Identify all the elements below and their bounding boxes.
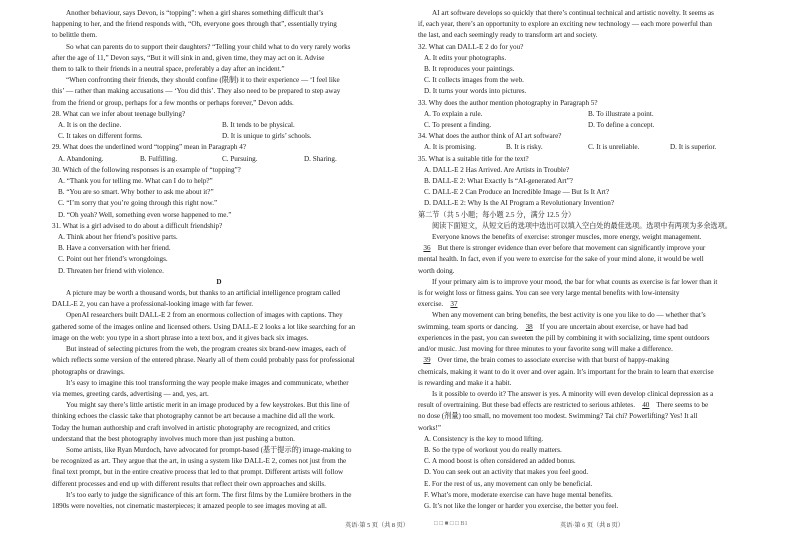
option: C. It is unreliable. <box>588 143 640 152</box>
left-column <box>52 8 386 512</box>
text-line: and/or music. Just moving for three minutes to your favorite song will make a difference. <box>418 345 673 354</box>
text-line: 30. Which of the following responses is an example of “topping”? <box>52 165 241 174</box>
text-line: B. DALL-E 2: What Exactly Is “AI-generated Art”? <box>424 177 573 186</box>
answer-blank: 37 <box>450 300 458 309</box>
text-line: C. “I’m sorry that you’re going through this right now.” <box>58 199 218 208</box>
option: A. It is on the decline. <box>58 121 122 130</box>
text-segment: Over time, the brain comes to associate exercise with that burst of happy-making <box>436 356 670 365</box>
text-line: A. Consistency is the key to mood lifting. <box>424 434 544 443</box>
option: B. It tends to be physical. <box>222 121 295 130</box>
text-line: worth doing. <box>418 266 455 275</box>
text-line: “When confronting their friends, they should confine (限制) it to their experience — ‘I feel like <box>66 76 340 85</box>
text-line: 29. What does the underlined word “topping” mean in Paragraph 4? <box>52 143 246 152</box>
option: D. It is unique to girls’ schools. <box>222 132 312 141</box>
text-line: It’s easy to imagine this tool transforming the way people make images and communicate, whether <box>66 378 349 387</box>
text-line: A picture may be worth a thousand words, but thanks to an artificial intelligence program called <box>66 289 341 298</box>
text-line: D. It turns your words into pictures. <box>424 87 527 96</box>
text-line <box>52 131 386 142</box>
text-line: Everyone knows the benefits of exercise: stronger muscles, more energy, weight management. <box>432 233 702 242</box>
option: B. It is risky. <box>506 143 543 152</box>
answer-blank: 38 <box>525 322 533 331</box>
text-line: 33. Why does the author mention photography in Paragraph 5? <box>418 98 598 107</box>
text-line: It’s too early to judge the significance of this art form. The first films by the Lumière brothers in the <box>66 490 352 499</box>
text-line <box>418 120 752 131</box>
option: C. Pursuing. <box>222 154 258 163</box>
option: A. Abandoning. <box>58 154 104 163</box>
text-line: thinking echoes the classic take that photography cannot be art because a machine did all the work. <box>52 412 335 421</box>
text-line: from the friend or group, perhaps for a few months or perhaps forever,” Devon adds. <box>52 98 294 107</box>
text-line: image on the web: you type in a short phrase into a text box, and it gives back six images. <box>52 333 309 342</box>
text-line: You might say there’s little artistic merit in an image produced by a few keystrokes. But this line of <box>66 401 350 410</box>
text-line: this’ — rather than making accusations — ‘You did this’. They also need to be prepared to step away <box>52 87 341 96</box>
page-footer-left: 英语·第 5 页（共 8 页） <box>345 522 409 529</box>
text-line: C. Point out her friend’s wrongdoings. <box>58 255 168 264</box>
right-column <box>418 8 752 512</box>
text-line: gathered some of the images online and licensed others. Using DALL-E 2 looks a lot like searching for an <box>52 322 356 331</box>
text-line: So what can parents do to support their daughters? “Telling your child what to do very rarely works <box>66 42 351 51</box>
text-line: But instead of selecting pictures from the web, the program creates six brand-new images, each of <box>66 345 347 354</box>
option: A. To explain a rule. <box>424 109 483 118</box>
text-line: D. You can seek out an activity that makes you feel good. <box>424 468 589 477</box>
text-segment: swimming, team sports or dancing. <box>418 322 521 331</box>
text-line: E. For the rest of us, any movement can only be beneficial. <box>424 479 593 488</box>
text-line: experiences in the past, you can sweeten the pill by combining it with socializing, time spent outdoors <box>418 333 710 342</box>
answer-blank: 39 <box>423 356 431 365</box>
text-line: be recognized as art. They argue that the art, in using a system like DALL-E 2, comes not just from the <box>52 457 347 466</box>
text-line <box>418 322 752 333</box>
text-line <box>418 109 752 120</box>
text-line <box>52 154 386 165</box>
text-line: D. Threaten her friend with violence. <box>58 266 164 275</box>
text-line: B. “You are so smart. Why bother to ask me about it?” <box>58 188 214 197</box>
text-line: 34. What does the author think of AI art software? <box>418 132 562 141</box>
text-line: 第二节（共 5 小题；每小题 2.5 分，满分 12.5 分） <box>418 210 576 219</box>
text-line: the last, and each seemingly ready to transform art and society. <box>418 31 598 40</box>
text-line <box>418 400 752 411</box>
answer-blank: 36 <box>423 244 431 253</box>
text-line: C. DALL-E 2 Can Produce an Incredible Image — But Is It Art? <box>424 188 610 197</box>
text-line <box>52 120 386 131</box>
text-line: is rewarding and make it a habit. <box>418 378 512 387</box>
option: B. Fulfilling. <box>140 154 178 163</box>
text-line <box>418 142 752 153</box>
text-line: D <box>216 277 222 286</box>
text-line: DALL-E 2, you can have a professional-looking image with far fewer. <box>52 300 254 309</box>
text-line: D. DALL-E 2: Why Is the AI Program a Revolutionary Invention? <box>424 199 615 208</box>
text-line: is for weight loss or fitness gains. You can see very large mental benefits with low-intensity <box>418 289 680 298</box>
option: D. It is superior. <box>670 143 717 152</box>
text-line: B. It reproduces your paintings. <box>424 65 515 74</box>
text-line: A. “Thank you for telling me. What can I do to help?” <box>58 177 213 186</box>
text-line: Is it possible to overdo it? The answer is yes. A minority will even develop clinical depression as a <box>432 389 714 398</box>
text-segment: result of overtraining. But these bad effects are restricted to serious athletes. <box>418 401 637 410</box>
text-segment: But there is stronger evidence than ever before that movement can significantly improve your <box>436 244 706 253</box>
text-line: Some artists, like Ryan Murdoch, have advocated for prompt-based (基于提示的) image-making to <box>66 445 352 454</box>
text-line: 35. What is a suitable title for the text? <box>418 154 529 163</box>
text-line: C. A mood boost is often considered an added bonus. <box>424 457 576 466</box>
text-line <box>418 355 752 366</box>
text-line: works!” <box>418 423 442 432</box>
text-line: Today the human authorship and craft involved in artistic photography are recognized, and critics <box>52 423 331 432</box>
option: A. It is promising. <box>424 143 477 152</box>
option: B. To illustrate a point. <box>588 109 654 118</box>
option: C. To present a finding. <box>424 121 492 130</box>
text-line: OpenAI researchers built DALL-E 2 from an enormous collection of images with captions. They <box>66 311 343 320</box>
text-line: A. It edits your photographs. <box>424 53 507 62</box>
text-line: 1890s were novelties, not cinematic masterpieces; it amazed people to see images moving at all. <box>52 501 327 510</box>
text-line: final text prompt, but in the entire creative process that led to that prompt. Different artists will follow <box>52 468 344 477</box>
text-line: G. It’s not like the longer or harder you exercise, the better you feel. <box>424 501 619 510</box>
text-line: Another behaviour, says Devon, is “topping”: when a girl shares something difficult that’s <box>66 9 324 17</box>
text-line: F. What’s more, moderate exercise can have huge mental benefits. <box>424 490 613 499</box>
text-segment: If you are uncertain about exercise, or have had bad <box>538 322 688 331</box>
text-line: if, each year, there’s an opportunity to explore an exciting new technology — each more powerful than <box>418 20 712 29</box>
answer-blank: 40 <box>642 401 650 410</box>
text-line: A. DALL-E 2 Has Arrived. Are Artists in Trouble? <box>424 165 570 174</box>
text-line: 31. What is a girl advised to do about a difficult friendship? <box>52 221 223 230</box>
text-line: B. So the type of workout you do really matters. <box>424 445 562 454</box>
text-line: them to talk to their friends in a neutral space, preferably a day after an incident.” <box>52 65 285 74</box>
text-line <box>418 299 752 310</box>
text-line: after the age of 11,” Devon says, “But it will sink in and, given time, they may act on it. Advise <box>52 53 325 62</box>
option: D. Sharing. <box>304 154 337 163</box>
text-line: no dose (剂量) too small, no movement too modest. Swimming? Tai chi? Powerlifting? Yes! It all <box>418 412 698 421</box>
page-footer-marks: □ □ ■ □ □ B1 <box>434 520 468 527</box>
text-line: happening to her, and the friend responds with, “Oh, everyone goes through that”, essentially trying <box>52 20 337 29</box>
text-line: to belittle them. <box>52 31 98 40</box>
page-footer-right: 英语·第 6 页（共 8 页） <box>560 522 624 529</box>
text-line: different processes and end up with different results that reflect their own approaches and skills. <box>52 479 326 488</box>
text-line: 阅读下面短文，从短文后的选项中选出可以填入空白处的最佳选项。选项中有两项为多余选项。 <box>432 221 732 230</box>
option: C. It takes on different forms. <box>58 132 143 141</box>
text-line: If your primary aim is to improve your mood, the bar for what counts as exercise is far lower than it <box>432 277 718 286</box>
text-line: AI art software develops so quickly that there’s continual technical and artistic novelty. It seems as <box>432 9 714 17</box>
text-line: mental health. In fact, even if you were to exercise for the sake of your mind alone, it would be well <box>418 255 704 264</box>
text-line: understand that the best photography involves much more than just pushing a button. <box>52 434 295 443</box>
text-line: When any movement can bring benefits, the best activity is one you like to do — whether that’s <box>432 311 706 320</box>
text-line: B. Have a conversation with her friend. <box>58 244 171 253</box>
text-line: photographs or drawings. <box>52 367 125 376</box>
text-line: A. Think about her friend’s positive parts. <box>58 233 178 242</box>
text-line: which reflects some version of the entered phrase. Nearly all of them could probably pass for professional <box>52 356 355 365</box>
text-line: 32. What can DALL-E 2 do for you? <box>418 42 524 51</box>
text-line: C. It collects images from the web. <box>424 76 524 85</box>
option: D. To define a concept. <box>588 121 655 130</box>
text-line: 28. What can we infer about teenage bullying? <box>52 109 186 118</box>
text-segment: exercise. <box>418 300 445 309</box>
text-line <box>418 243 752 254</box>
text-line: D. “Oh yeah? Well, something even worse happened to me.” <box>58 210 232 219</box>
text-line: chemicals, making it want to do it over and over again. It’s important for the brain to learn that exercise <box>418 367 714 376</box>
text-segment: There seems to be <box>654 401 709 410</box>
text-line: via memes, greeting cards, advertising — and, yes, art. <box>52 389 209 398</box>
